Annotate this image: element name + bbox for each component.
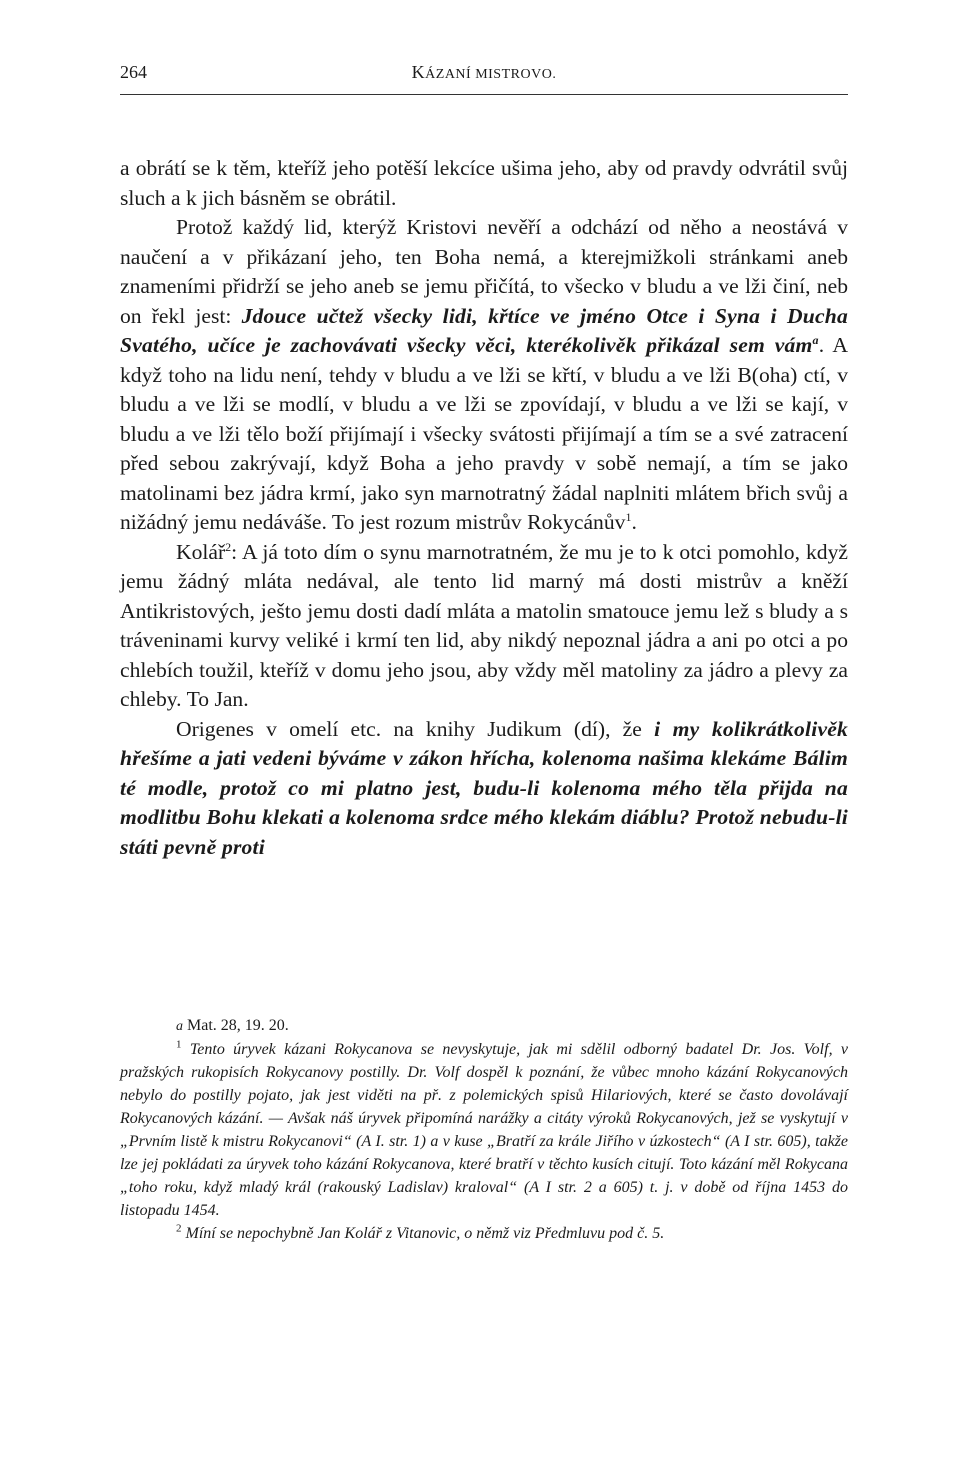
paragraph-3 (120, 538, 848, 715)
footnote-ref-a: a (812, 332, 819, 347)
header-rule (120, 94, 848, 95)
paragraph-1: a obrátí se k těm, kteříž jeho potěší lekcíce ušima jeho, aby od pravdy odvrátil svůj sluch a k jich básněm se obrátil. (120, 156, 848, 210)
speaker-name: Kolář (176, 539, 226, 564)
footnote-2 (120, 1222, 848, 1245)
paragraph-2-quote: Jdouce učtež všecky lidi, křtíce ve jméno Otce i Syna i Ducha Svatého, učíce je zachovávati všecky věci, kterékolivěk přikázal sem vám (120, 303, 848, 357)
footnote-2-text: Míní se nepochybně Jan Kolář z Vitanovic, o němž viz Předmluvu pod č. 5. (185, 1225, 665, 1242)
page-number: 264 (120, 62, 147, 82)
paragraph-2-end: . (631, 510, 637, 534)
footnote-1-mark: 1 (176, 1038, 182, 1051)
footnote-1-text: Tento úryvek kázani Rokycanova se nevyskytuje, jak mi sdělil odborný badatel Dr. Jos. Volf, v pražských rukopisích Rokycanovy postilly. Dr. Volf dospěl k poznání, že vůbec mnoho kázání Rokycanových nebylo do postilly pojato, jak jest viděti na př. z polemických spisů Hilariových, které se často dovolávají Rokycanových kázání. — Avšak náš úryvek připomíná narážky a citáty výroků Rokycanových, jež se vyskytují v „Prvním listě k mistru Rokycanovi“ (A I. str. 1) a v kuse „Bratří za krále Jiřího v úzkostech“ (A I str. 605), takže lze jej pokládati za úryvek toho kázání Rokycanova, které bratří v těchto kusích citují. Toto kázání měl Rokycana „toho roku, když mladý král (rakouský Ladislav) kraloval“ (A I str. 2 a 605) t. j. v době od října 1453 do listopadu 1454. (120, 1041, 849, 1219)
paragraph-4-quote: i my kolikrátkolivěk hřešíme a jati vedeni býváme v zákon hřícha, kolenoma našima klekáme Bálim té modle, protož co mi platno jest, budu-li kolenoma mého těla přijda na modlitbu Bohu klekati a kolenoma srdce mého klekám diáblu? Protož nebudu-li státi pevně proti (120, 716, 849, 859)
footnotes (120, 1014, 848, 1245)
running-title-rest: ÁZANÍ MISTROVO. (425, 67, 557, 82)
footnote-a-mark: a (176, 1019, 183, 1034)
footnote-ref-1: 1 (625, 509, 632, 524)
paragraph-2-text-b: . A když toho na lidu není, tehdy v bludu a ve lži se křtí, v bludu a ve lži B(oha) ctí, v bludu a ve lži se modlí, v bludu a ve lži se zpovídají, v bludu a ve lži se kají, v bludu a ve lži tělo boží přijímají i všecky svátosti přijímají a tím se a své zatracení před sebou zakrývají, když Boha a jeho pravdy v sobě nemají, a tím se jako matolinami bez jádra krmí, jako syn marnotratný žádal naplniti mlátem břich svůj a nižádný jemu nedáváše. To jest rozum mistrův Rokycánův (120, 333, 849, 534)
footnote-a (120, 1014, 848, 1038)
footnote-1 (120, 1038, 848, 1222)
footnote-ref-2: 2 (225, 539, 232, 554)
main-text (120, 154, 848, 862)
paragraph-4 (120, 715, 848, 863)
running-title-initial: K (411, 62, 426, 82)
paragraph-2 (120, 213, 848, 538)
running-header (120, 62, 848, 92)
footnote-2-mark: 2 (176, 1222, 182, 1235)
paragraph-3-text: : A já toto dím o synu marnotratném, že mu je to k otci pomohlo, když jemu žádný mláta nedával, ale tento lid marný má dosti mistrův a kněží Antikristových, ješto jemu dosti dadí mláta a matolin smatouce jemu lež s bludy a s tráveninami kurvy veliké i krmí ten lid, aby nikdý nepoznal jádra a ani po otci a po chlebích toužil, kteříž v domu jeho jsou, aby vždy měl matoliny za jádro a plevy za chleby. To Jan. (120, 539, 848, 711)
paragraph-4-text: Origenes v omelí etc. na knihy Judikum (dí), že (176, 716, 655, 741)
running-title (120, 62, 848, 83)
footnote-a-text: Mat. 28, 19. 20. (187, 1017, 289, 1034)
book-page (120, 62, 849, 1242)
paragraph-2-text-a: Protož každý lid, kterýž Kristovi nevěří a odchází od něho a neostává v naučení a v přikázaní jeho, ten Boha nemá, a kterejmižkoli stránkami aneb znameními přidrží se jeho aneb se jemu přičítá, to všecko v bludu a ve lži činí, neb on řekl jest: (120, 215, 848, 328)
